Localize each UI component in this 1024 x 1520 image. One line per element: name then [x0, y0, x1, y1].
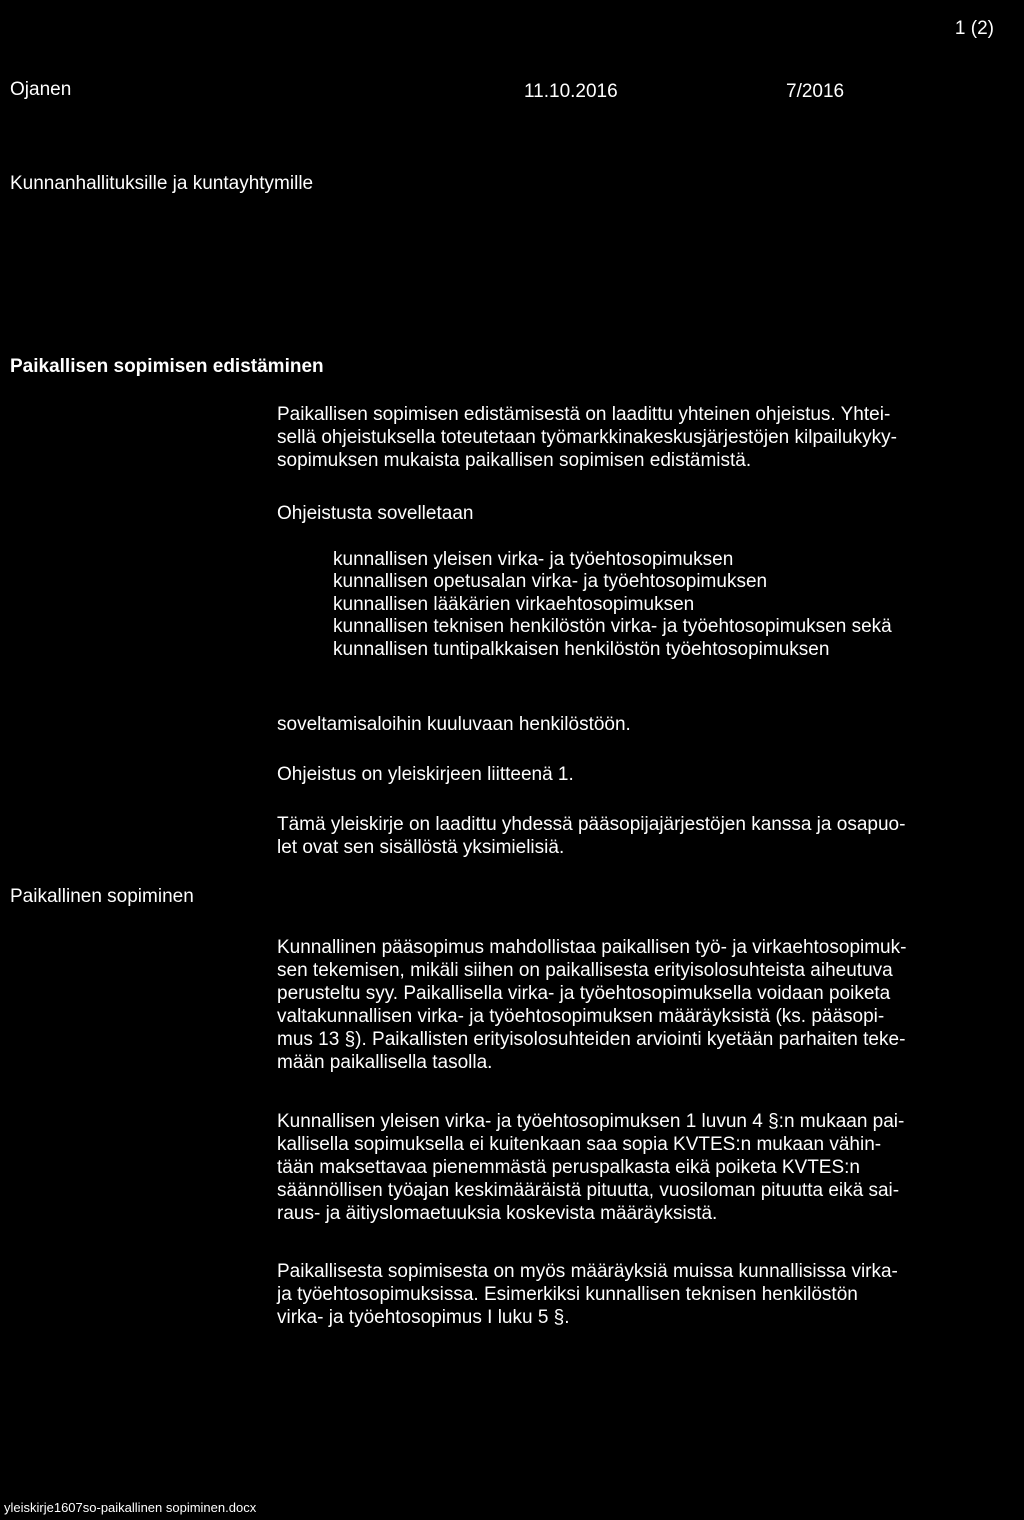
paragraph-line: mus 13 §). Paikallisten erityisolosuhteiden arviointi kyetään parhaiten teke-	[277, 1029, 906, 1050]
intro-line: sopimuksen mukaista paikallisen sopimisen edistämistä.	[277, 450, 752, 471]
intro-line: sellä ohjeistuksella toteutetaan työmarkkinakeskusjärjestöjen kilpailukyky-	[277, 427, 897, 448]
paragraph-line: Kunnallisen yleisen virka- ja työehtosopimuksen 1 luvun 4 §:n mukaan pai-	[277, 1111, 905, 1132]
paragraph-line: Kunnallinen pääsopimus mahdollistaa paikallisen työ- ja virkaehtosopimuk-	[277, 937, 907, 958]
letter-number: 7/2016	[786, 81, 845, 102]
paragraph-line: Paikallisesta sopimisesta on myös määräyksiä muissa kunnallisissa virka-	[277, 1261, 898, 1282]
footer-filename: yleiskirje1607so-paikallinen sopiminen.docx	[4, 1500, 257, 1515]
paragraph-line: virka- ja työehtosopimus I luku 5 §.	[277, 1307, 570, 1328]
attachment-text: Ohjeistus on yleiskirjeen liitteenä 1.	[277, 764, 574, 785]
page-number: 1 (2)	[954, 18, 994, 39]
list-item: kunnallisen tuntipalkkaisen henkilöstön työehtosopimuksen	[333, 638, 830, 660]
paragraph-line: sen tekemisen, mikäli siihen on paikallisesta erityisolosuhteista aiheutuva	[277, 960, 893, 981]
author-name: Ojanen	[10, 79, 72, 100]
paragraph-line: tään maksettavaa pienemmästä peruspalkasta eikä poiketa KVTES:n	[277, 1157, 860, 1178]
paragraph-line: perusteltu syy. Paikallisella virka- ja työehtosopimuksella voidaan poiketa	[277, 983, 891, 1004]
section-heading-local-agreement: Paikallinen sopiminen	[10, 886, 194, 907]
paragraph-line: kallisella sopimuksella ei kuitenkaan saa sopia KVTES:n mukaan vähin-	[277, 1134, 882, 1155]
local-agreement-paragraph-2	[277, 1110, 904, 1225]
applies-label: Ohjeistusta sovelletaan	[277, 503, 474, 524]
agreement-line: Tämä yleiskirje on laadittu yhdessä pääsopijajärjestöjen kanssa ja osapuo-	[277, 814, 906, 835]
paragraph-line: ja työehtosopimuksissa. Esimerkiksi kunnallisen teknisen henkilöstön	[277, 1284, 858, 1305]
intro-paragraph	[277, 403, 897, 472]
letter-date: 11.10.2016	[524, 81, 618, 102]
recipient: Kunnanhallituksille ja kuntayhtymille	[10, 173, 314, 194]
list-item: kunnallisen lääkärien virkaehtosopimuksen	[333, 593, 695, 615]
local-agreement-paragraph-3	[277, 1260, 898, 1329]
agreements-list	[333, 549, 892, 661]
scope-text: soveltamisaloihin kuuluvaan henkilöstöön.	[277, 714, 631, 735]
paragraph-line: raus- ja äitiyslomaetuuksia koskevista määräyksistä.	[277, 1203, 718, 1224]
list-item: kunnallisen yleisen virka- ja työehtosopimuksen	[333, 549, 734, 570]
local-agreement-paragraph-1	[277, 936, 906, 1074]
paragraph-line: mään paikallisella tasolla.	[277, 1052, 493, 1073]
intro-line: Paikallisen sopimisen edistämisestä on laadittu yhteinen ohjeistus. Yhtei-	[277, 404, 891, 425]
list-item: kunnallisen teknisen henkilöstön virka- ja työehtosopimuksen sekä	[333, 616, 892, 638]
agreement-line: let ovat sen sisällöstä yksimielisiä.	[277, 837, 565, 858]
list-item: kunnallisen opetusalan virka- ja työehtosopimuksen	[333, 571, 768, 593]
paragraph-line: valtakunnallisen virka- ja työehtosopimuksen määräyksistä (ks. pääsopi-	[277, 1006, 885, 1027]
paragraph-line: säännöllisen työajan keskimääräistä pituutta, vuosiloman pituutta eikä sai-	[277, 1180, 900, 1201]
agreement-paragraph	[277, 813, 905, 859]
section-heading-local-agreement-promotion: Paikallisen sopimisen edistäminen	[10, 356, 324, 377]
